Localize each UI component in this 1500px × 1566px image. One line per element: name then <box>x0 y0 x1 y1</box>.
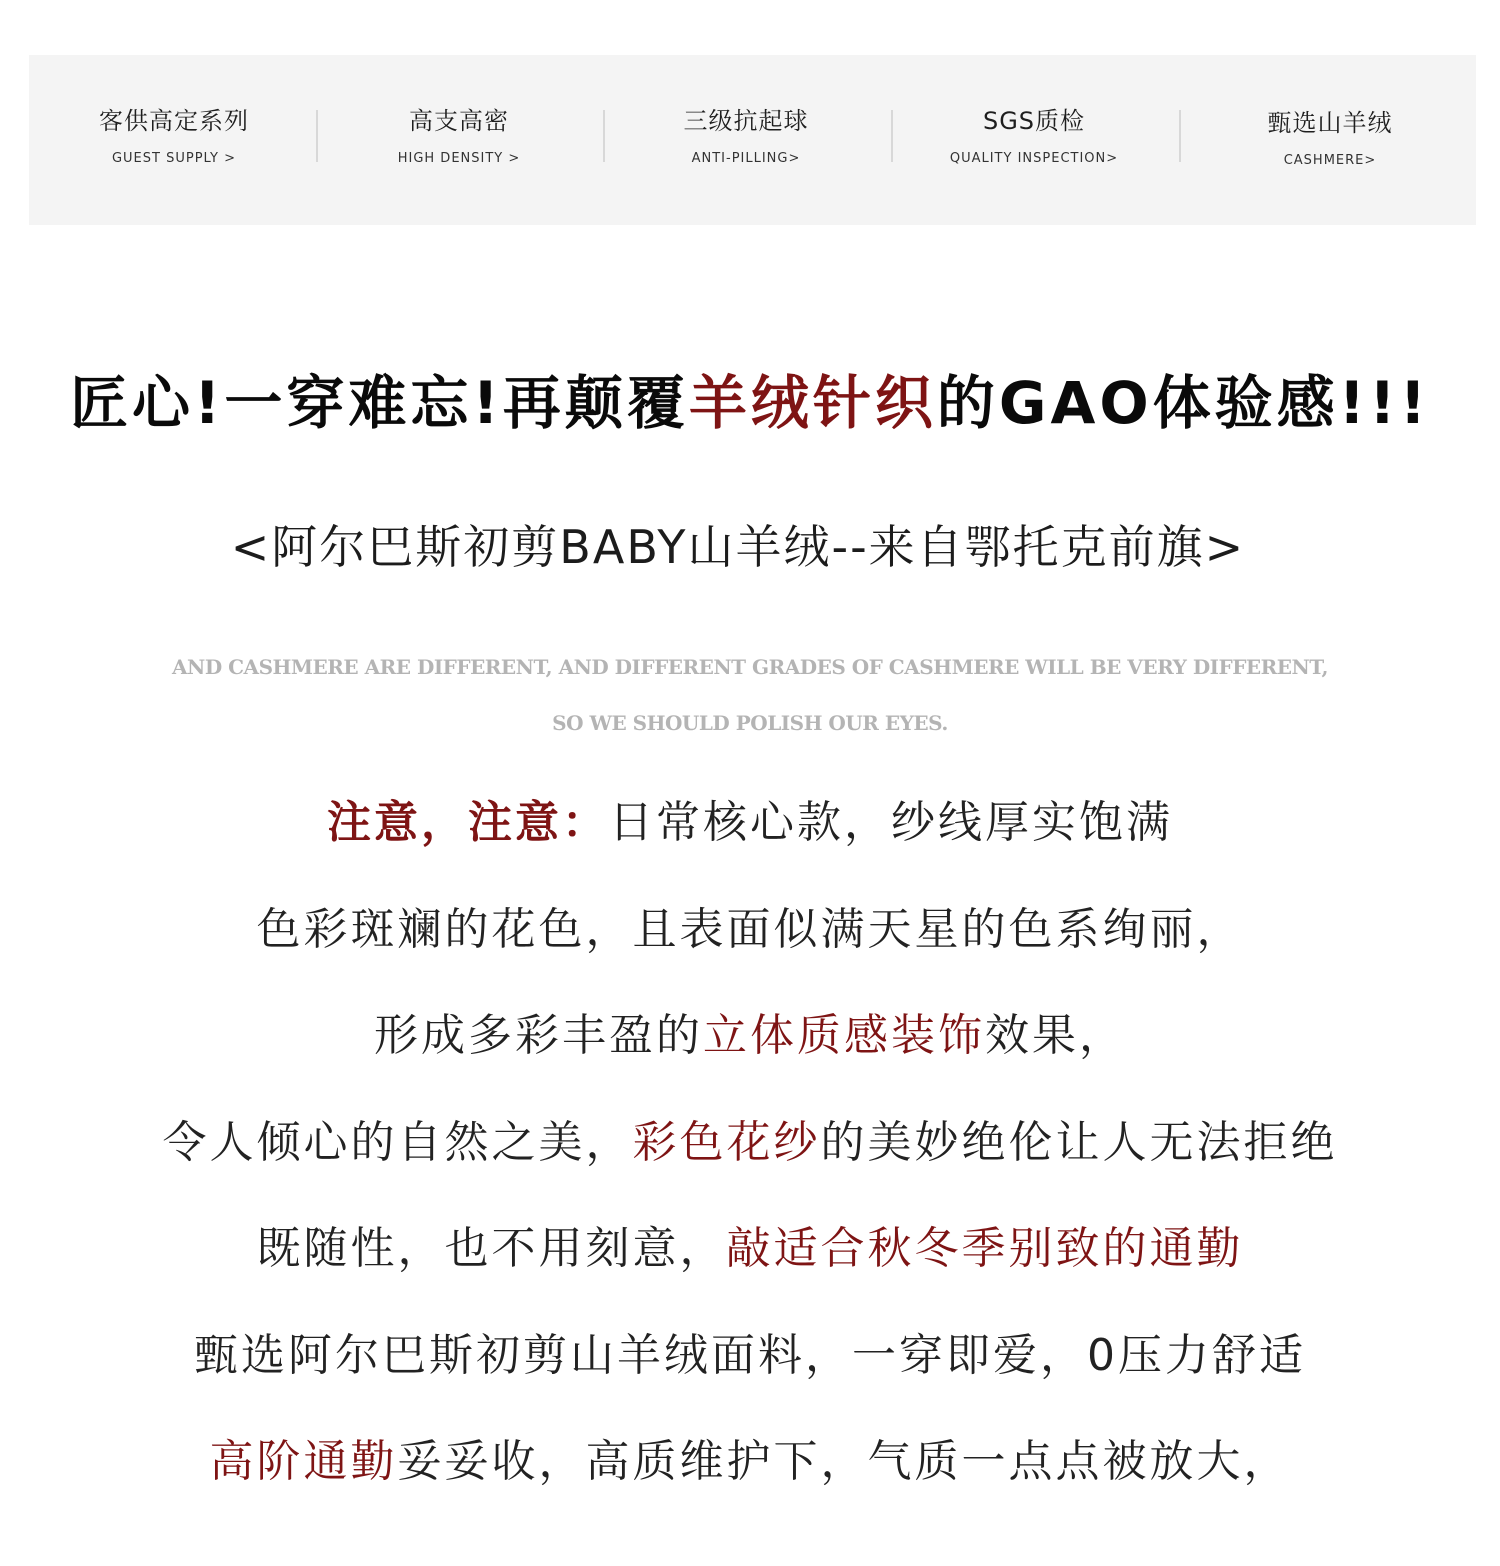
description-text: 令人倾心的自然之美， <box>162 1117 633 1168</box>
description-highlight: 敲适合秋冬季别致的通勤 <box>726 1223 1244 1274</box>
description-line-5 <box>0 1219 1500 1279</box>
description-line-1 <box>0 793 1500 853</box>
description-line-7 <box>0 1432 1500 1492</box>
description-text: 甄选阿尔巴斯初剪山羊绒面料，一穿即爱，0压力舒适 <box>194 1330 1306 1381</box>
feature-title: 三级抗起球 <box>683 107 809 135</box>
headline-part1: 匠心!一穿难忘!再颠覆 <box>69 369 689 437</box>
feature-anti-pilling[interactable] <box>601 55 891 225</box>
description-text: 的美妙绝伦让人无法拒绝 <box>820 1117 1338 1168</box>
headline-part2: 的GAO体验感!!! <box>936 369 1431 437</box>
feature-title: 甄选山羊绒 <box>1267 109 1393 137</box>
feature-cashmere[interactable] <box>1185 55 1475 225</box>
description-text: 形成多彩丰盈的 <box>374 1010 703 1061</box>
feature-subtitle: QUALITY INSPECTION> <box>949 151 1119 166</box>
description-highlight: 立体质感装饰 <box>703 1010 985 1061</box>
description-highlight: 彩色花纱 <box>632 1117 821 1168</box>
english-quote-line2: SO WE SHOULD POLISH OUR EYES. <box>552 711 948 735</box>
description-line-2 <box>0 900 1500 960</box>
feature-bar <box>29 55 1476 225</box>
english-quote-line1: AND CASHMERE ARE DIFFERENT, AND DIFFERENT GRADES OF CASHMERE WILL BE VERY DIFFERENT, <box>172 655 1328 679</box>
description-text: 色彩斑斓的花色，且表面似满天星的色系绚丽， <box>256 904 1244 955</box>
origin-subtitle: <阿尔巴斯初剪BABY山羊绒--来自鄂托克前旗> <box>230 520 1246 574</box>
description-line-3 <box>0 1006 1500 1066</box>
feature-subtitle: GUEST SUPPLY > <box>111 151 237 166</box>
headline <box>0 365 1500 441</box>
feature-guest-supply[interactable] <box>29 55 319 225</box>
headline-highlight: 羊绒针织 <box>688 369 937 437</box>
description-line-4 <box>0 1113 1500 1173</box>
notice-label: 注意，注意： <box>327 797 609 848</box>
feature-high-density[interactable] <box>314 55 604 225</box>
feature-quality-inspection[interactable] <box>889 55 1179 225</box>
description-text: 妥妥收，高质维护下，气质一点点被放大， <box>397 1436 1291 1487</box>
description-line-6 <box>0 1326 1500 1386</box>
feature-title: 客供高定系列 <box>99 107 249 135</box>
description-text: 效果， <box>985 1010 1126 1061</box>
feature-title: SGS质检 <box>982 107 1086 135</box>
feature-subtitle: ANTI-PILLING> <box>691 151 801 166</box>
description-text: 既随性，也不用刻意， <box>256 1223 727 1274</box>
feature-subtitle: CASHMERE> <box>1283 153 1377 168</box>
feature-divider <box>1179 110 1181 162</box>
feature-title: 高支高密 <box>409 107 509 135</box>
description-text: 日常核心款，纱线厚实饱满 <box>609 797 1173 848</box>
description-highlight: 高阶通勤 <box>209 1436 398 1487</box>
feature-subtitle: HIGH DENSITY > <box>397 151 521 166</box>
